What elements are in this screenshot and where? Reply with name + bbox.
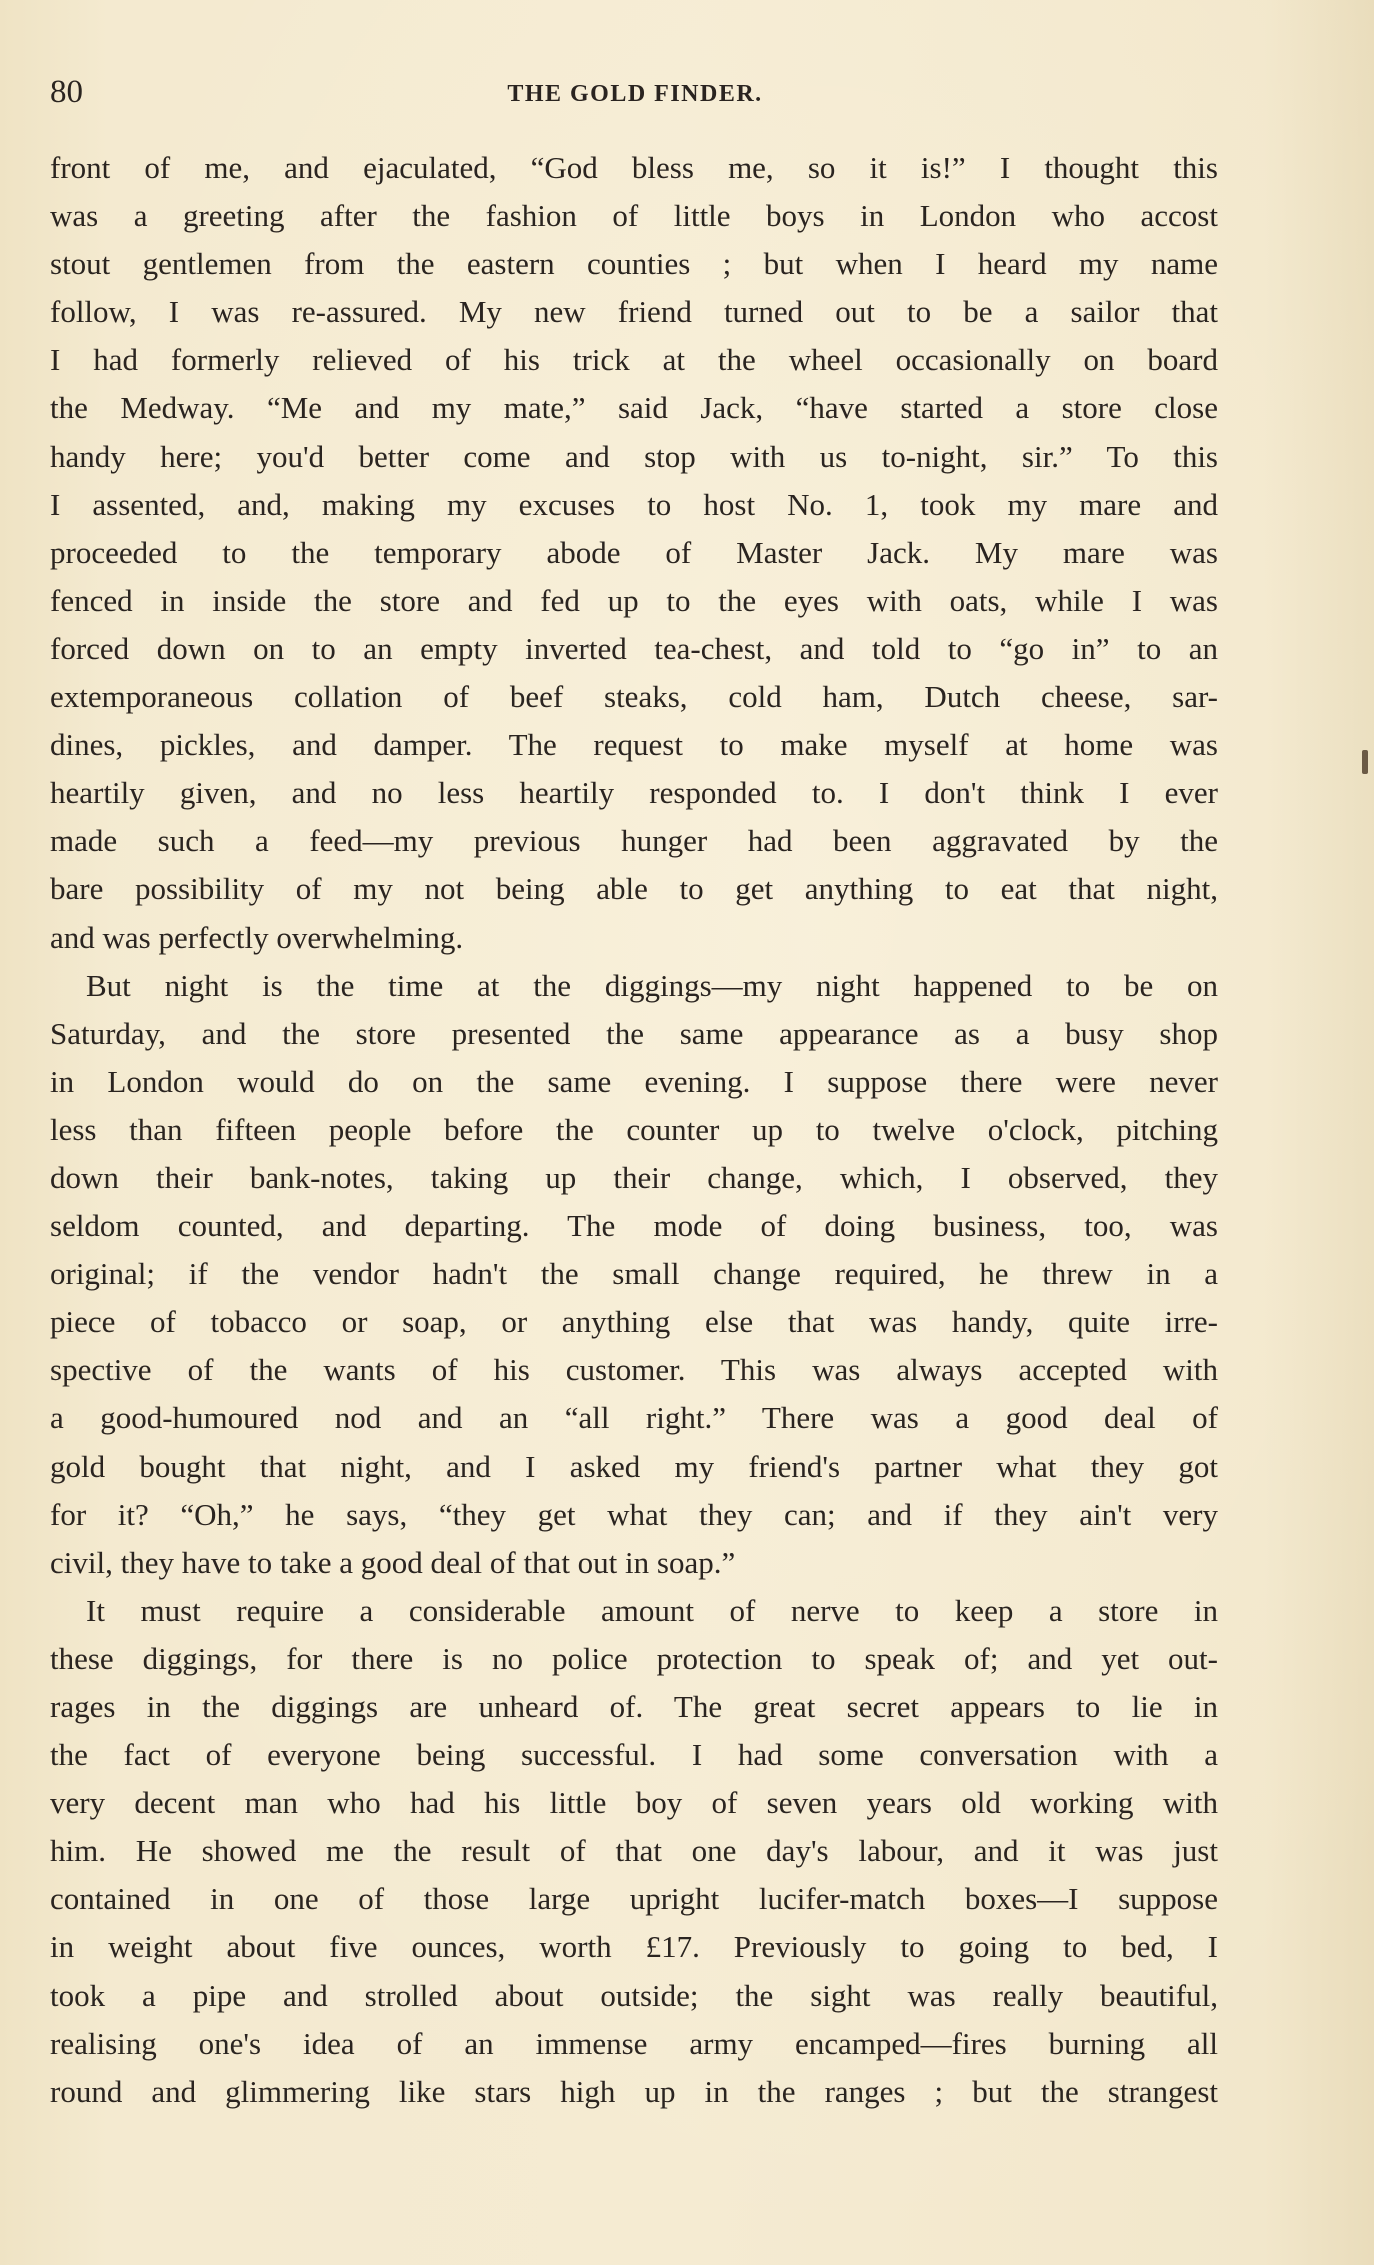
running-title: THE GOLD FINDER. bbox=[507, 81, 763, 107]
paragraph-first-line: It must require a considerable amount of nerve to keep a store in bbox=[86, 1592, 1218, 1628]
text-line: I had formerly relieved of his trick at the wheel occasionally on board bbox=[50, 342, 1218, 378]
text-line: a good-humoured nod and an “all right.” There was a good deal of bbox=[50, 1400, 1218, 1436]
text-line: in weight about five ounces, worth £17. Previously to going to bed, I bbox=[50, 1929, 1218, 1965]
text-line: round and glimmering like stars high up in the ranges ; but the strangest bbox=[50, 2073, 1218, 2109]
text-line: these diggings, for there is no police protection to speak of; and yet out- bbox=[50, 1640, 1218, 1676]
text-line: took a pipe and strolled about outside; the sight was really beautiful, bbox=[50, 1977, 1218, 2013]
text-line: gold bought that night, and I asked my friend's partner what they got bbox=[50, 1448, 1218, 1484]
page-number: 80 bbox=[50, 74, 83, 110]
text-line: spective of the wants of his customer. This was always accepted with bbox=[50, 1352, 1218, 1388]
text-line: made such a feed—my previous hunger had been aggravated by the bbox=[50, 823, 1218, 859]
text-line: less than fifteen people before the counter up to twelve o'clock, pitching bbox=[50, 1111, 1218, 1147]
text-line: in London would do on the same evening. I suppose there were never bbox=[50, 1063, 1218, 1099]
text-line: rages in the diggings are unheard of. The great secret appears to lie in bbox=[50, 1689, 1218, 1724]
text-line: Saturday, and the store presented the same appearance as a busy shop bbox=[50, 1015, 1218, 1051]
page-header bbox=[50, 72, 1220, 112]
text-line: realising one's idea of an immense army encamped—fires burning all bbox=[50, 2025, 1218, 2061]
text-line: follow, I was re-assured. My new friend turned out to be a sailor that bbox=[50, 294, 1218, 330]
text-line: civil, they have to take a good deal of that out in soap.” bbox=[50, 1544, 736, 1580]
text-line: original; if the vendor hadn't the small change required, he threw in a bbox=[50, 1256, 1218, 1292]
text-line: front of me, and ejaculated, “God bless me, so it is!” I thought this bbox=[50, 150, 1218, 185]
text-line: the fact of everyone being successful. I had some conversation with a bbox=[50, 1737, 1218, 1773]
text-line: was a greeting after the fashion of little boys in London who accost bbox=[50, 198, 1218, 234]
text-line: and was perfectly overwhelming. bbox=[50, 919, 464, 955]
text-line: seldom counted, and departing. The mode of doing business, too, was bbox=[50, 1208, 1218, 1244]
text-line: down their bank-notes, taking up their change, which, I observed, they bbox=[50, 1159, 1218, 1195]
text-line: the Medway. “Me and my mate,” said Jack, “have started a store close bbox=[50, 390, 1218, 426]
text-line: piece of tobacco or soap, or anything else that was handy, quite irre- bbox=[50, 1304, 1218, 1340]
paragraph-first-line: But night is the time at the diggings—my night happened to be on bbox=[86, 967, 1218, 1003]
text-line: fenced in inside the store and fed up to the eyes with oats, while I was bbox=[50, 582, 1218, 618]
text-line: very decent man who had his little boy of seven years old working with bbox=[50, 1785, 1218, 1821]
text-line: I assented, and, making my excuses to host No. 1, took my mare and bbox=[50, 486, 1218, 522]
text-line: bare possibility of my not being able to get anything to eat that night, bbox=[50, 871, 1218, 907]
page-edge-mark bbox=[1362, 750, 1368, 774]
text-line: contained in one of those large upright lucifer-match boxes—I suppose bbox=[50, 1881, 1218, 1917]
text-line: dines, pickles, and damper. The request to make myself at home was bbox=[50, 727, 1218, 763]
text-line: extemporaneous collation of beef steaks, cold ham, Dutch cheese, sar- bbox=[50, 679, 1218, 715]
text-line: forced down on to an empty inverted tea-chest, and told to “go in” to an bbox=[50, 630, 1218, 666]
text-line: proceeded to the temporary abode of Master Jack. My mare was bbox=[50, 534, 1218, 570]
text-line: stout gentlemen from the eastern counties ; but when I heard my name bbox=[50, 246, 1218, 282]
text-line: handy here; you'd better come and stop with us to-night, sir.” To this bbox=[50, 438, 1218, 474]
text-line: him. He showed me the result of that one day's labour, and it was just bbox=[50, 1833, 1218, 1869]
body-text bbox=[50, 144, 1218, 2116]
text-line: heartily given, and no less heartily responded to. I don't think I ever bbox=[50, 775, 1218, 811]
text-line: for it? “Oh,” he says, “they get what they can; and if they ain't very bbox=[50, 1496, 1218, 1532]
